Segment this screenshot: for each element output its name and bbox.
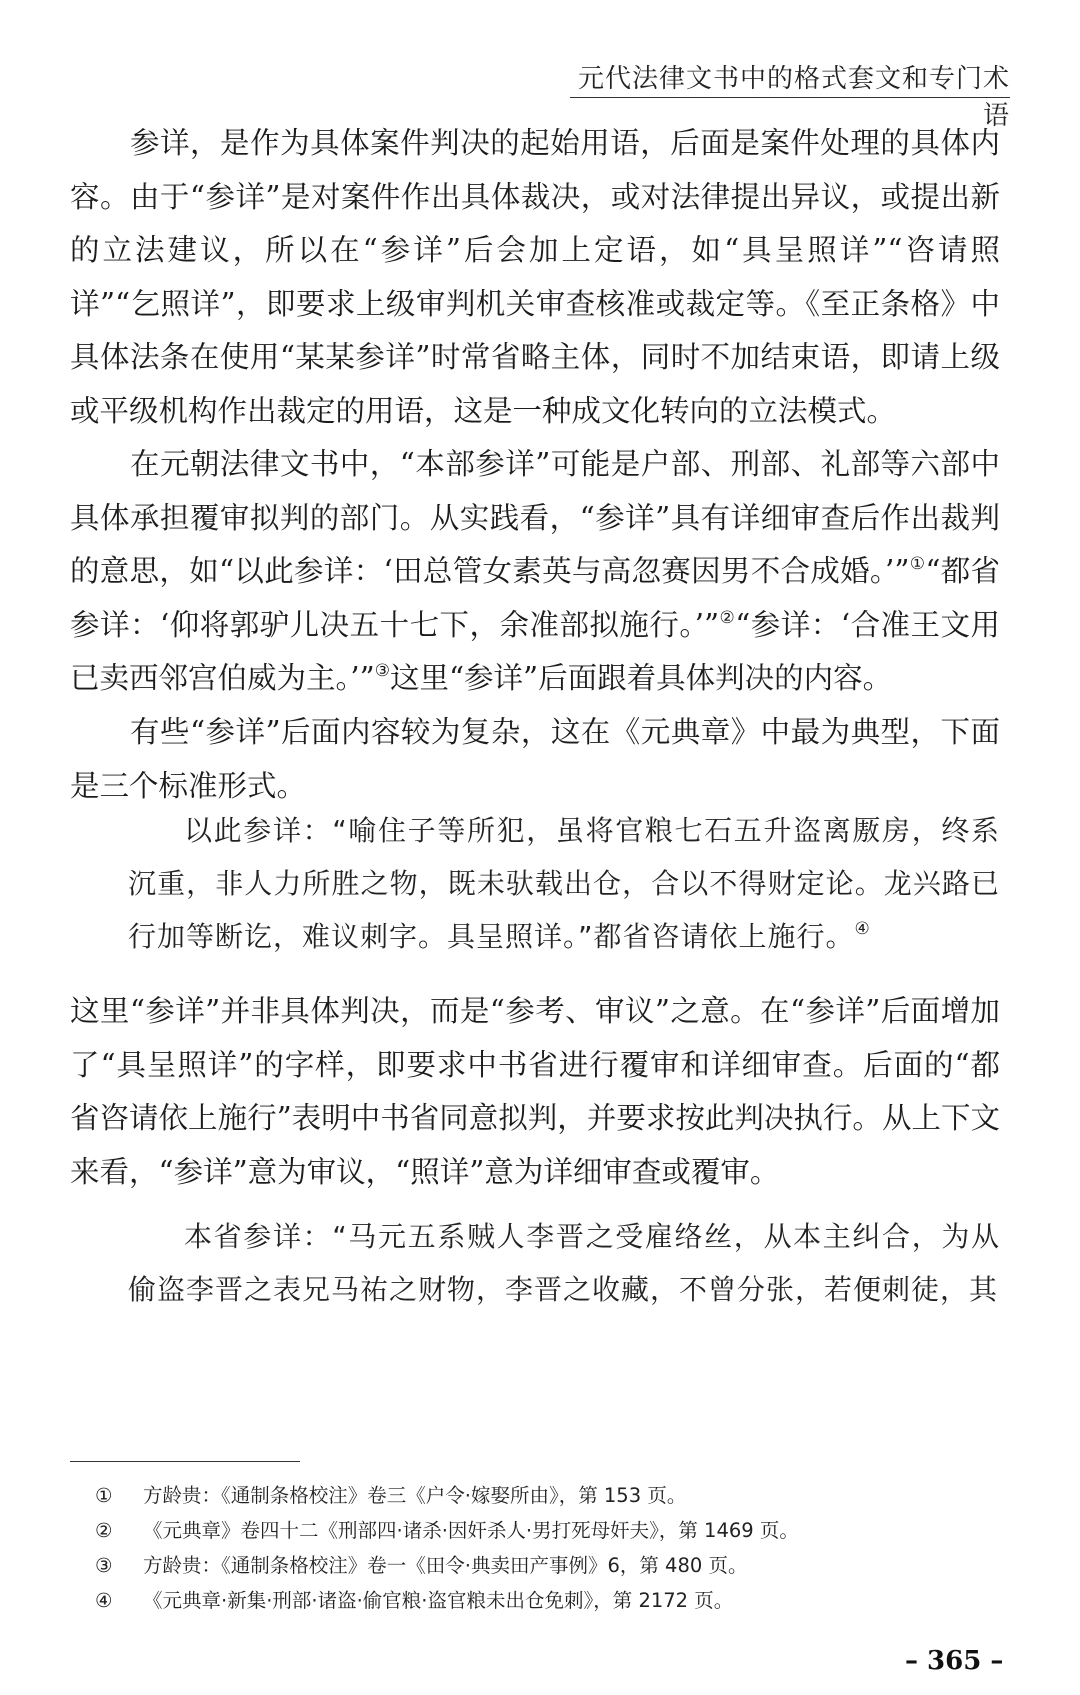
footnote-list bbox=[95, 1478, 1000, 1618]
running-header-title: 元代法律文书中的格式套文和专门术语 bbox=[577, 64, 1010, 131]
footnote-rule bbox=[70, 1461, 300, 1462]
paragraph-2-segment-1: 在元朝法律文书中，“本部参详”可能是户部、刑部、礼部等六部中具体承担覆审拟判的部门。从实践看，“参详”具有详细审查后作出裁判的意思，如“以此参详：‘田总管女素英与高忽赛因男不合成婚。’” bbox=[70, 447, 1000, 588]
block-quote-2: 本省参详：“马元五系贼人李晋之受雇络丝，从本主纠合，为从偷盗李晋之表兄马祐之财物，李晋之收藏，不曾分张，若便刺徒，其 bbox=[128, 1220, 1000, 1306]
footnote-item bbox=[95, 1583, 1000, 1618]
footnote-item bbox=[95, 1513, 1000, 1548]
body-paragraph-3: 有些“参详”后面内容较为复杂，这在《元典章》中最为典型，下面是三个标准形式。 bbox=[70, 715, 1000, 803]
body-paragraph-2 bbox=[70, 438, 1000, 706]
footnote-mark: ② bbox=[95, 1519, 113, 1542]
footnote-item bbox=[95, 1548, 1000, 1583]
block-quote-1 bbox=[128, 804, 1000, 963]
footnote-text: 方龄贵：《通制条格校注》卷三《户令·嫁娶所由》，第 153 页。 bbox=[143, 1484, 687, 1507]
footnote-mark: ③ bbox=[95, 1554, 113, 1577]
body-paragraph-4: 这里“参详”并非具体判决，而是“参考、审议”之意。在“参详”后面增加了“具呈照详”的字样，即要求中书省进行覆审和详细审查。后面的“都省咨请依上施行”表明中书省同意拟判，并要求按此判决执行。从上下文来看，“参详”意为审议，“照详”意为详细审查或覆审。 bbox=[70, 994, 1000, 1189]
footnote-text: 《元典章》卷四十二《刑部四·诸杀·因奸杀人·男打死母奸夫》，第 1469 页。 bbox=[143, 1519, 799, 1542]
footnote-text: 方龄贵：《通制条格校注》卷一《田令·典卖田产事例》6，第 480 页。 bbox=[143, 1554, 748, 1577]
header-rule bbox=[570, 97, 1010, 98]
paragraph-2-segment-2: “都省参详：‘仰将郭驴儿决五十七下，余准部拟施行。’” bbox=[70, 554, 1000, 642]
footnote-ref-1[interactable]: ① bbox=[909, 554, 926, 574]
footnote-ref-4[interactable]: ④ bbox=[854, 919, 871, 939]
page-number: – 365 – bbox=[905, 1646, 1004, 1676]
footnote-text: 《元典章·新集·刑部·诸盗·偷官粮·盗官粮未出仓免刺》，第 2172 页。 bbox=[143, 1589, 734, 1612]
footnote-item bbox=[95, 1478, 1000, 1513]
block-quote-1-text: 以此参详：“喻住子等所犯，虽将官粮七石五升盗离厫房，终系沉重，非人力所胜之物，既未驮载出仓，合以不得财定论。龙兴路已行加等断讫，难议刺字。具呈照详。”都省咨请依上施行。 bbox=[128, 814, 1000, 953]
paragraph-2-segment-4: 这里“参详”后面跟着具体判决的内容。 bbox=[389, 661, 893, 695]
footnote-ref-3[interactable]: ③ bbox=[374, 661, 390, 681]
body-paragraph-1: 参详，是作为具体案件判决的起始用语，后面是案件处理的具体内容。由于“参详”是对案件作出具体裁决，或对法律提出异议，或提出新的立法建议，所以在“参详”后会加上定语，如“具呈照详”“咨请照详”“乞照详”，即要求上级审判机关审查核准或裁定等。《至正条格》中具体法条在使用“某某参详”时常省略主体，同时不加结束语，即请上级或平级机构作出裁定的用语，这是一种成文化转向的立法模式。 bbox=[70, 126, 1000, 428]
footnote-ref-2[interactable]: ② bbox=[719, 607, 736, 628]
footnote-mark: ① bbox=[95, 1484, 113, 1507]
paragraph-2-segment-3: “参详：‘合准王文用已卖西邻宫伯威为主。’” bbox=[70, 607, 1000, 695]
footnote-mark: ④ bbox=[95, 1589, 113, 1612]
